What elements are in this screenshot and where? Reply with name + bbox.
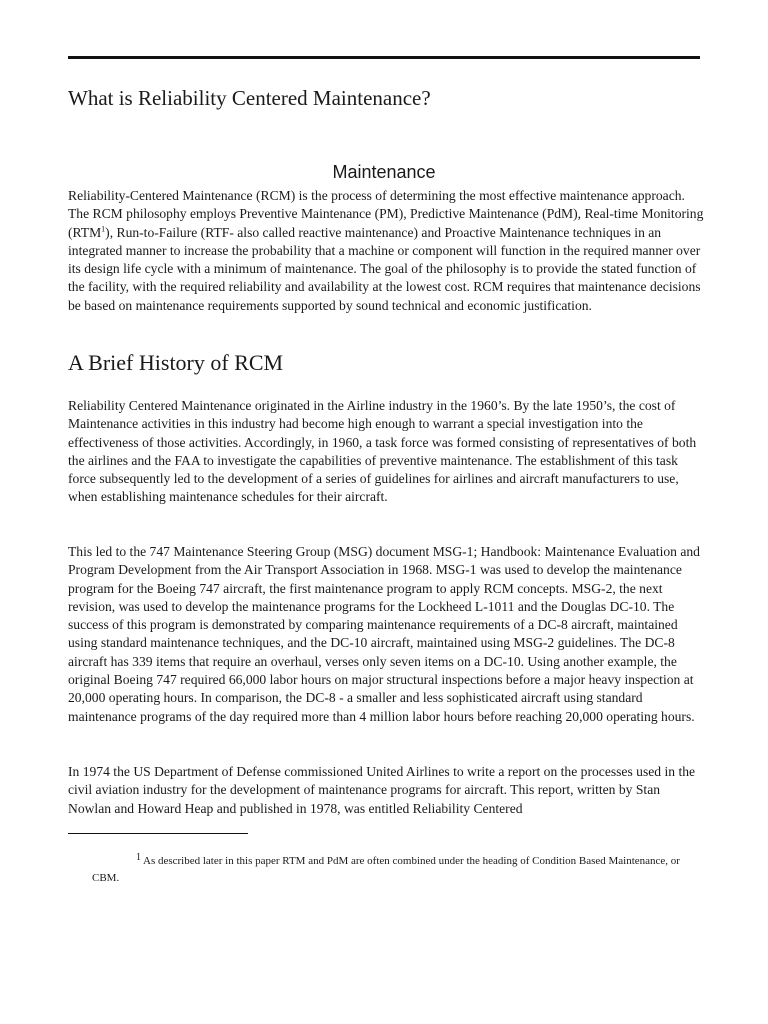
footnote-reference[interactable]: 1 (101, 224, 106, 234)
intro-paragraph (68, 187, 704, 315)
document-title: What is Reliability Centered Maintenance? (68, 86, 431, 110)
history-paragraph: This led to the 747 Maintenance Steering Group (MSG) document MSG-1; Handbook: Maintenance Evaluation and Program Development from the Air Transport Association in 1968. MSG-1 was used to develop the maintenance program for the Boeing 747 aircraft, the first maintenance program to apply RCM concepts. MSG-2, the next revision, was used to develop the maintenance programs for the Lockheed L-1011 and the Douglas DC-10. The success of this program is demonstrated by comparing maintenance requirements of a DC-8 aircraft, maintained using standard maintenance techniques, and the DC-10 aircraft, maintained using MSG-2 guidelines. The DC-8 aircraft has 339 items that require an overhaul, verses only seven items on a DC-10. Using another example, the original Boeing 747 required 66,000 labor hours on major structural inspections before a major heavy inspection at 20,000 operating hours. In comparison, the DC-8 - a smaller and less sophisticated aircraft using standard maintenance programs of the day required more than 4 million labor hours before reaching 20,000 operating hours. (68, 544, 700, 724)
intro-text-part2: ), Run-to-Failure (RTF- also called reactive maintenance) and Proactive Maintenance techniques in an integrated manner to increase the probability that a machine or component will function in the required manner over its design life cycle with a minimum of maintenance. The goal of the philosophy is to provide the stated function of the facility, with the required reliability and availability at the lowest cost. RCM requires that maintenance decisions be based on maintenance requirements supported by sound technical and economic justification. (68, 224, 701, 313)
footnote (92, 849, 692, 887)
footnote-text: As described later in this paper RTM and PdM are often combined under the heading of Condition Based Maintenance, or CBM. (92, 855, 680, 884)
footnote-separator (68, 833, 248, 834)
intro-text-part1: Reliability-Centered Maintenance (RCM) is the process of determining the most effective maintenance approach. The RCM philosophy employs Preventive Maintenance (PM), Predictive Maintenance (PdM), Real-time Monitoring (RTM (68, 188, 704, 240)
history-heading: A Brief History of RCM (68, 350, 284, 375)
section-heading-maintenance: Maintenance (332, 162, 436, 182)
history-paragraph: Reliability Centered Maintenance originated in the Airline industry in the 1960’s. By the late 1950’s, the cost of Maintenance activities in this industry had become high enough to warrant a special investigation into the effectiveness of those activities. Accordingly, in 1960, a task force was formed consisting of representatives of both the airlines and the FAA to investigate the capabilities of preventive maintenance. The establishment of this task force subsequently led to the development of a series of guidelines for airlines and aircraft manufacturers to use, when establishing maintenance schedules for their aircraft. (68, 398, 697, 505)
history-paragraph: In 1974 the US Department of Defense commissioned United Airlines to write a report on the processes used in the civil aviation industry for the development of maintenance programs for aircraft. This report, written by Stan Nowlan and Howard Heap and published in 1978, was entitled Reliability Centered (68, 764, 696, 816)
footnote-mark: 1 (136, 852, 141, 863)
top-horizontal-rule (68, 56, 700, 59)
